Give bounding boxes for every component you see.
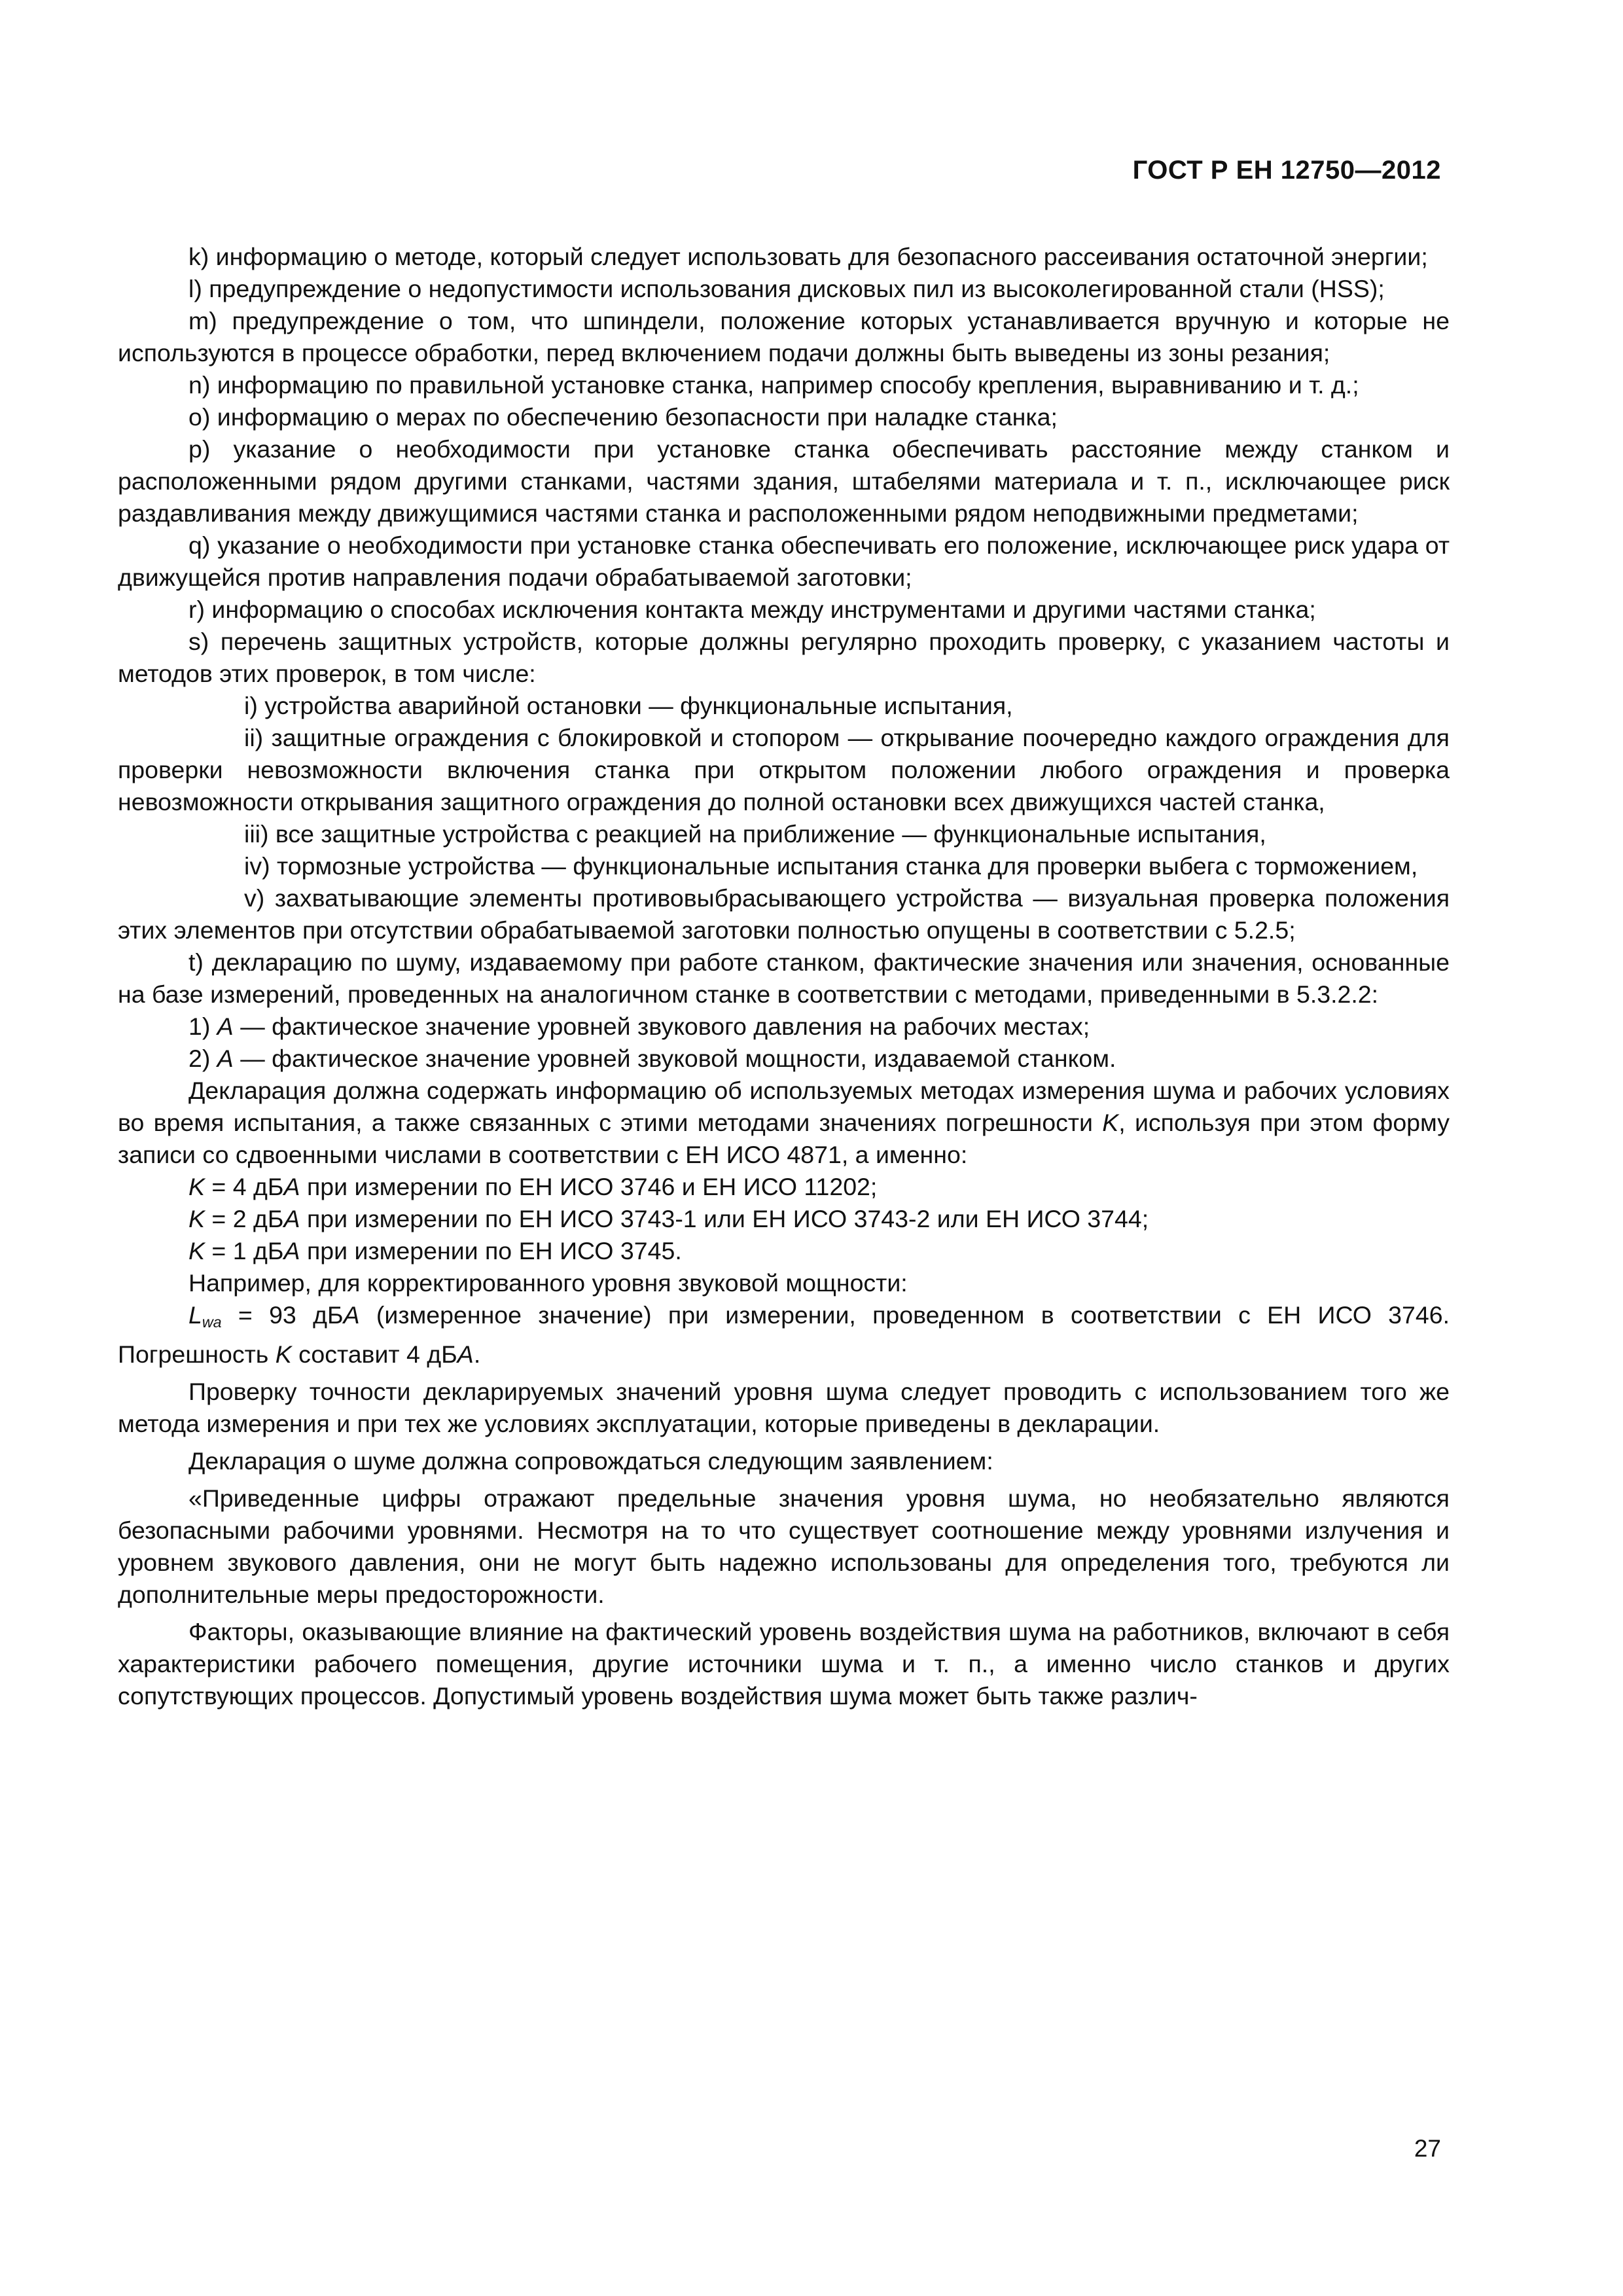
- item-o: o) информацию о мерах по обеспечению безопасности при наладке станка;: [188, 403, 1058, 431]
- document-body: [118, 241, 1450, 1712]
- item-s-ii: ii) защитные ограждения с блокировкой и стопором — открывание поочередно каждого ограждения для проверки невозможности включения станка при открытом положении любого ограждения и проверка невозможности открывания защитного ограждения до полной остановки всех движущихся частей станка,: [118, 724, 1450, 816]
- item-l: l) предупреждение о недопустимости использования дисковых пил из высоколегированной стали (HSS);: [188, 275, 1385, 302]
- item-s: s) перечень защитных устройств, которые должны регулярно проходить проверку, с указанием частоты и методов этих проверок, в том числе:: [118, 628, 1450, 687]
- declaration-paragraph: Декларация должна содержать информацию об используемых методах измерения шума и рабочих условиях во время испытания, а также связанных с этими методами значениях погрешности K, используя при этом форму записи со сдвоенными числами в соответствии с ЕН ИСО 4871, а именно:: [118, 1077, 1450, 1168]
- uncertainty-k1: K = 1 дБA при измерении по ЕН ИСО 3745.: [188, 1237, 682, 1265]
- item-t: t) декларацию по шуму, издаваемому при работе станком, фактические значения или значения, основанные на базе измерений, проведенных на аналогичном станке в соответствии с методами, приведенными в 5.3.2.2:: [118, 948, 1450, 1008]
- item-s-v: v) захватывающие элементы противовыбрасывающего устройства — визуальная проверка положения этих элементов при отсутствии обрабатываемой заготовки полностью опущены в соответствии с 5.2.5;: [118, 884, 1450, 944]
- uncertainty-k4: K = 4 дБA при измерении по ЕН ИСО 3746 и ЕН ИСО 11202;: [188, 1173, 878, 1200]
- example-intro: Например, для корректированного уровня звуковой мощности:: [188, 1269, 908, 1297]
- item-t-2: 2) A — фактическое значение уровней звуковой мощности, издаваемой станком.: [188, 1045, 1116, 1072]
- example-lwa: Lwa = 93 дБA (измеренное значение) при измерении, проведенном в соответствии с ЕН ИСО 3746. Погрешность K составит 4 дБA.: [118, 1301, 1450, 1368]
- document-code-header: ГОСТ Р ЕН 12750—2012: [1132, 156, 1441, 185]
- item-t-1: 1) A — фактическое значение уровней звукового давления на рабочих местах;: [188, 1013, 1090, 1040]
- item-q: q) указание о необходимости при установке станка обеспечивать его положение, исключающее риск удара от движущейся против направления подачи обрабатываемой заготовки;: [118, 531, 1450, 591]
- item-s-iii: iii) все защитные устройства с реакцией на приближение — функциональные испытания,: [244, 820, 1266, 848]
- statement-quote: «Приведенные цифры отражают предельные значения уровня шума, но необязательно являются безопасными рабочими уровнями. Несмотря на то что существует соотношение между уровнями излучения и уровнем звукового давления, они не могут быть надежно использованы для определения того, требуются ли дополнительные меры предосторожности.: [118, 1484, 1450, 1608]
- item-s-iv: iv) тормозные устройства — функциональные испытания станка для проверки выбега с торможением,: [244, 852, 1418, 880]
- item-n: n) информацию по правильной установке станка, например способу крепления, выравниванию и т. д.;: [188, 371, 1359, 399]
- item-r: r) информацию о способах исключения контакта между инструментами и другими частями станка;: [188, 596, 1316, 623]
- factors-paragraph: Факторы, оказывающие влияние на фактический уровень воздействия шума на работников, включают в себя характеристики рабочего помещения, другие источники шума и т. п., а именно число станков и других сопутствующих процессов. Допустимый уровень воздействия шума может быть также различ-: [118, 1617, 1450, 1710]
- page-number: 27: [1414, 2135, 1441, 2162]
- item-p: p) указание о необходимости при установке станка обеспечивать расстояние между станком и расположенными рядом другими станками, частями здания, штабелями материала и т. п., исключающее риск раздавливания между движущимися частями станка и расположенными рядом неподвижными предметами;: [118, 435, 1450, 527]
- item-m: m) предупреждение о том, что шпиндели, положение которых устанавливается вручную и которые не используются в процессе обработки, перед включением подачи должны быть выведены из зоны резания;: [118, 307, 1450, 367]
- item-k: k) информацию о методе, который следует использовать для безопасного рассеивания остаточной энергии;: [188, 243, 1428, 270]
- uncertainty-k2: K = 2 дБA при измерении по ЕН ИСО 3743-1 или ЕН ИСО 3743-2 или ЕН ИСО 3744;: [188, 1205, 1149, 1232]
- item-s-i: i) устройства аварийной остановки — функциональные испытания,: [244, 692, 1013, 719]
- verification-paragraph: Проверку точности декларируемых значений уровня шума следует проводить с использованием того же метода измерения и при тех же условиях эксплуатации, которые приведены в декларации.: [118, 1377, 1450, 1437]
- statement-intro: Декларация о шуме должна сопровождаться следующим заявлением:: [188, 1446, 993, 1475]
